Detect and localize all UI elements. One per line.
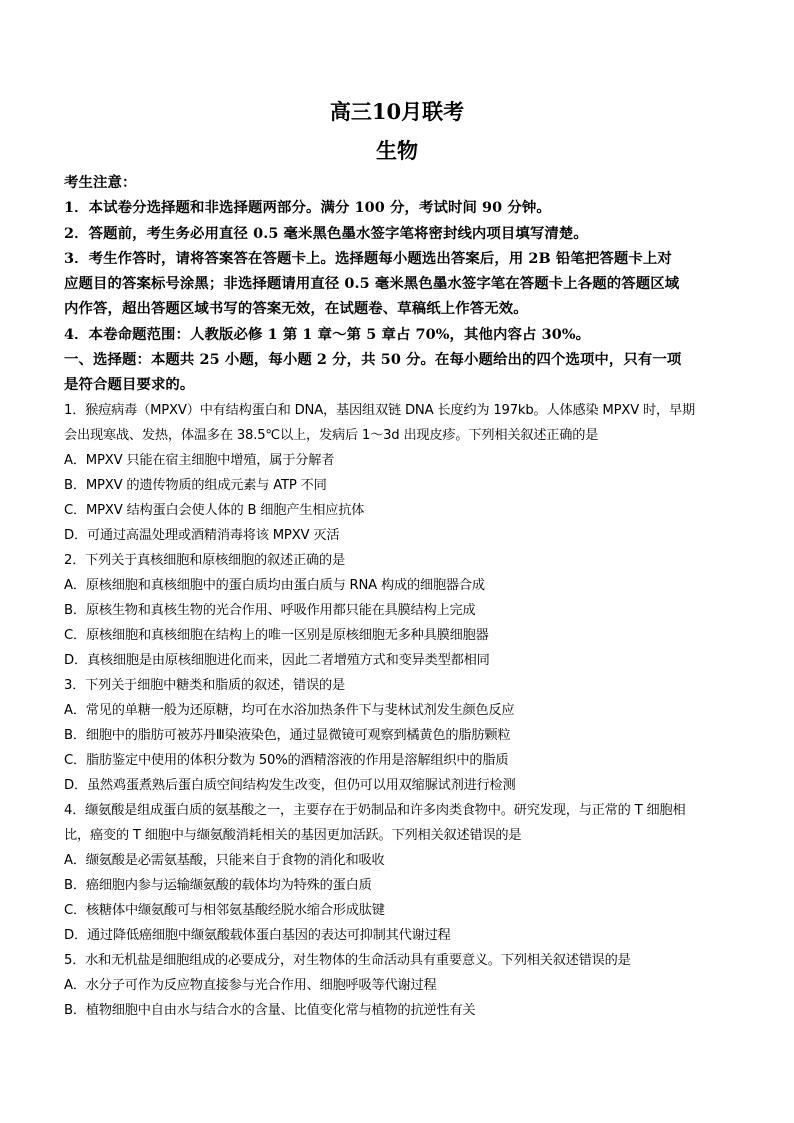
question-stem: 2．下列关于真核细胞和原核细胞的叙述正确的是 (64, 552, 345, 568)
question-option: A．缬氨酸是必需氨基酸，只能来自于食物的消化和吸收 (64, 852, 385, 868)
question-2 (64, 548, 730, 673)
question-stem: 1．猴痘病毒（MPXV）中有结构蛋白和 DNA，基因组双链 DNA 长度约为 197kb。人体感染 MPXV 时，早期 (64, 402, 695, 418)
question-5 (64, 948, 730, 1023)
notice-item: 4．本卷命题范围：人教版必修 1 第 1 章～第 5 章占 70%，其他内容占 30%。 (64, 325, 591, 343)
notice-item: 内作答，超出答题区域书写的答案无效，在试题卷、草稿纸上作答无效。 (64, 300, 528, 318)
question-stem: 5．水和无机盐是细胞组成的必要成分，对生物体的生命活动具有重要意义。下列相关叙述错误的是 (64, 952, 631, 968)
section-heading-line: 一、选择题：本题共 25 小题，每小题 2 分，共 50 分。在每小题给出的四个选项中，只有一项 (64, 351, 682, 369)
question-option: B．MPXV 的遗传物质的组成元素与 ATP 不同 (64, 477, 327, 493)
question-1 (64, 398, 730, 548)
notice-item: 1．本试卷分选择题和非选择题两部分。满分 100 分，考试时间 90 分钟。 (64, 199, 551, 217)
notice-item: 3．考生作答时，请将答案答在答题卡上。选择题每小题选出答案后，用 2B 铅笔把答题卡上对 (64, 249, 672, 267)
question-option: D．虽然鸡蛋煮熟后蛋白质空间结构发生改变，但仍可以用双缩脲试剂进行检测 (64, 777, 516, 793)
question-option: B．癌细胞内参与运输缬氨酸的载体均为特殊的蛋白质 (64, 877, 372, 893)
question-option: B．细胞中的脂肪可被苏丹Ⅲ染液染色，通过显微镜可观察到橘黄色的脂肪颗粒 (64, 727, 511, 743)
notice-heading: 考生注意： (64, 174, 137, 191)
question-option: C．MPXV 结构蛋白会使人体的 B 细胞产生相应抗体 (64, 502, 365, 518)
question-option: A．原核细胞和真核细胞中的蛋白质均由蛋白质与 RNA 构成的细胞器合成 (64, 577, 485, 593)
question-option: C．原核细胞和真核细胞在结构上的唯一区别是原核细胞无多种具膜细胞器 (64, 627, 489, 643)
question-option: D．通过降低癌细胞中缬氨酸载体蛋白基因的表达可抑制其代谢过程 (64, 927, 451, 943)
section-heading-line: 是符合题目要求的。 (64, 376, 195, 394)
question-stem: 3．下列关于细胞中糖类和脂质的叙述，错误的是 (64, 677, 345, 693)
question-3 (64, 673, 730, 798)
question-option: C．脂肪鉴定中使用的体积分数为 50%的酒精溶液的作用是溶解组织中的脂质 (64, 752, 509, 768)
question-stem: 会出现寒战、发热，体温多在 38.5℃以上，发病后 1～3d 出现皮疹。下列相关叙述正确的是 (64, 427, 599, 443)
question-option: B．植物细胞中自由水与结合水的含量、比值变化常与植物的抗逆性有关 (64, 1002, 476, 1018)
notice-item: 2．答题前，考生务必用直径 0.5 毫米黑色墨水签字笔将密封线内项目填写清楚。 (64, 224, 588, 242)
question-option: B．原核生物和真核生物的光合作用、呼吸作用都只能在具膜结构上完成 (64, 602, 476, 618)
question-stem: 4．缬氨酸是组成蛋白质的氨基酸之一，主要存在于奶制品和许多肉类食物中。研究发现，与正常的 T 细胞相 (64, 802, 686, 818)
question-option: D．真核细胞是由原核细胞进化而来，因此二者增殖方式和变异类型都相同 (64, 652, 490, 668)
question-option: A．水分子可作为反应物直接参与光合作用、细胞呼吸等代谢过程 (64, 977, 437, 993)
section-heading (64, 347, 730, 398)
notice-item: 应题目的答案标号涂黑；非选择题请用直径 0.5 毫米黑色墨水签字笔在答题卡上各题的答题区域 (64, 275, 680, 293)
question-option: C．核糖体中缬氨酸可与相邻氨基酸经脱水缩合形成肽键 (64, 902, 385, 918)
question-option: A．MPXV 只能在宿主细胞中增殖，属于分解者 (64, 452, 335, 468)
question-4 (64, 798, 730, 948)
question-stem: 比，癌变的 T 细胞中与缬氨酸消耗相关的基因更加活跃。下列相关叙述错误的是 (64, 827, 522, 843)
notice-block (64, 170, 730, 347)
exam-subject: 生物 (376, 138, 418, 163)
question-option: D．可通过高温处理或酒精消毒将该 MPXV 灭活 (64, 527, 340, 543)
question-option: A．常见的单糖一般为还原糖，均可在水浴加热条件下与斐林试剂发生颜色反应 (64, 702, 515, 718)
exam-title: 高三10月联考 (329, 99, 465, 124)
